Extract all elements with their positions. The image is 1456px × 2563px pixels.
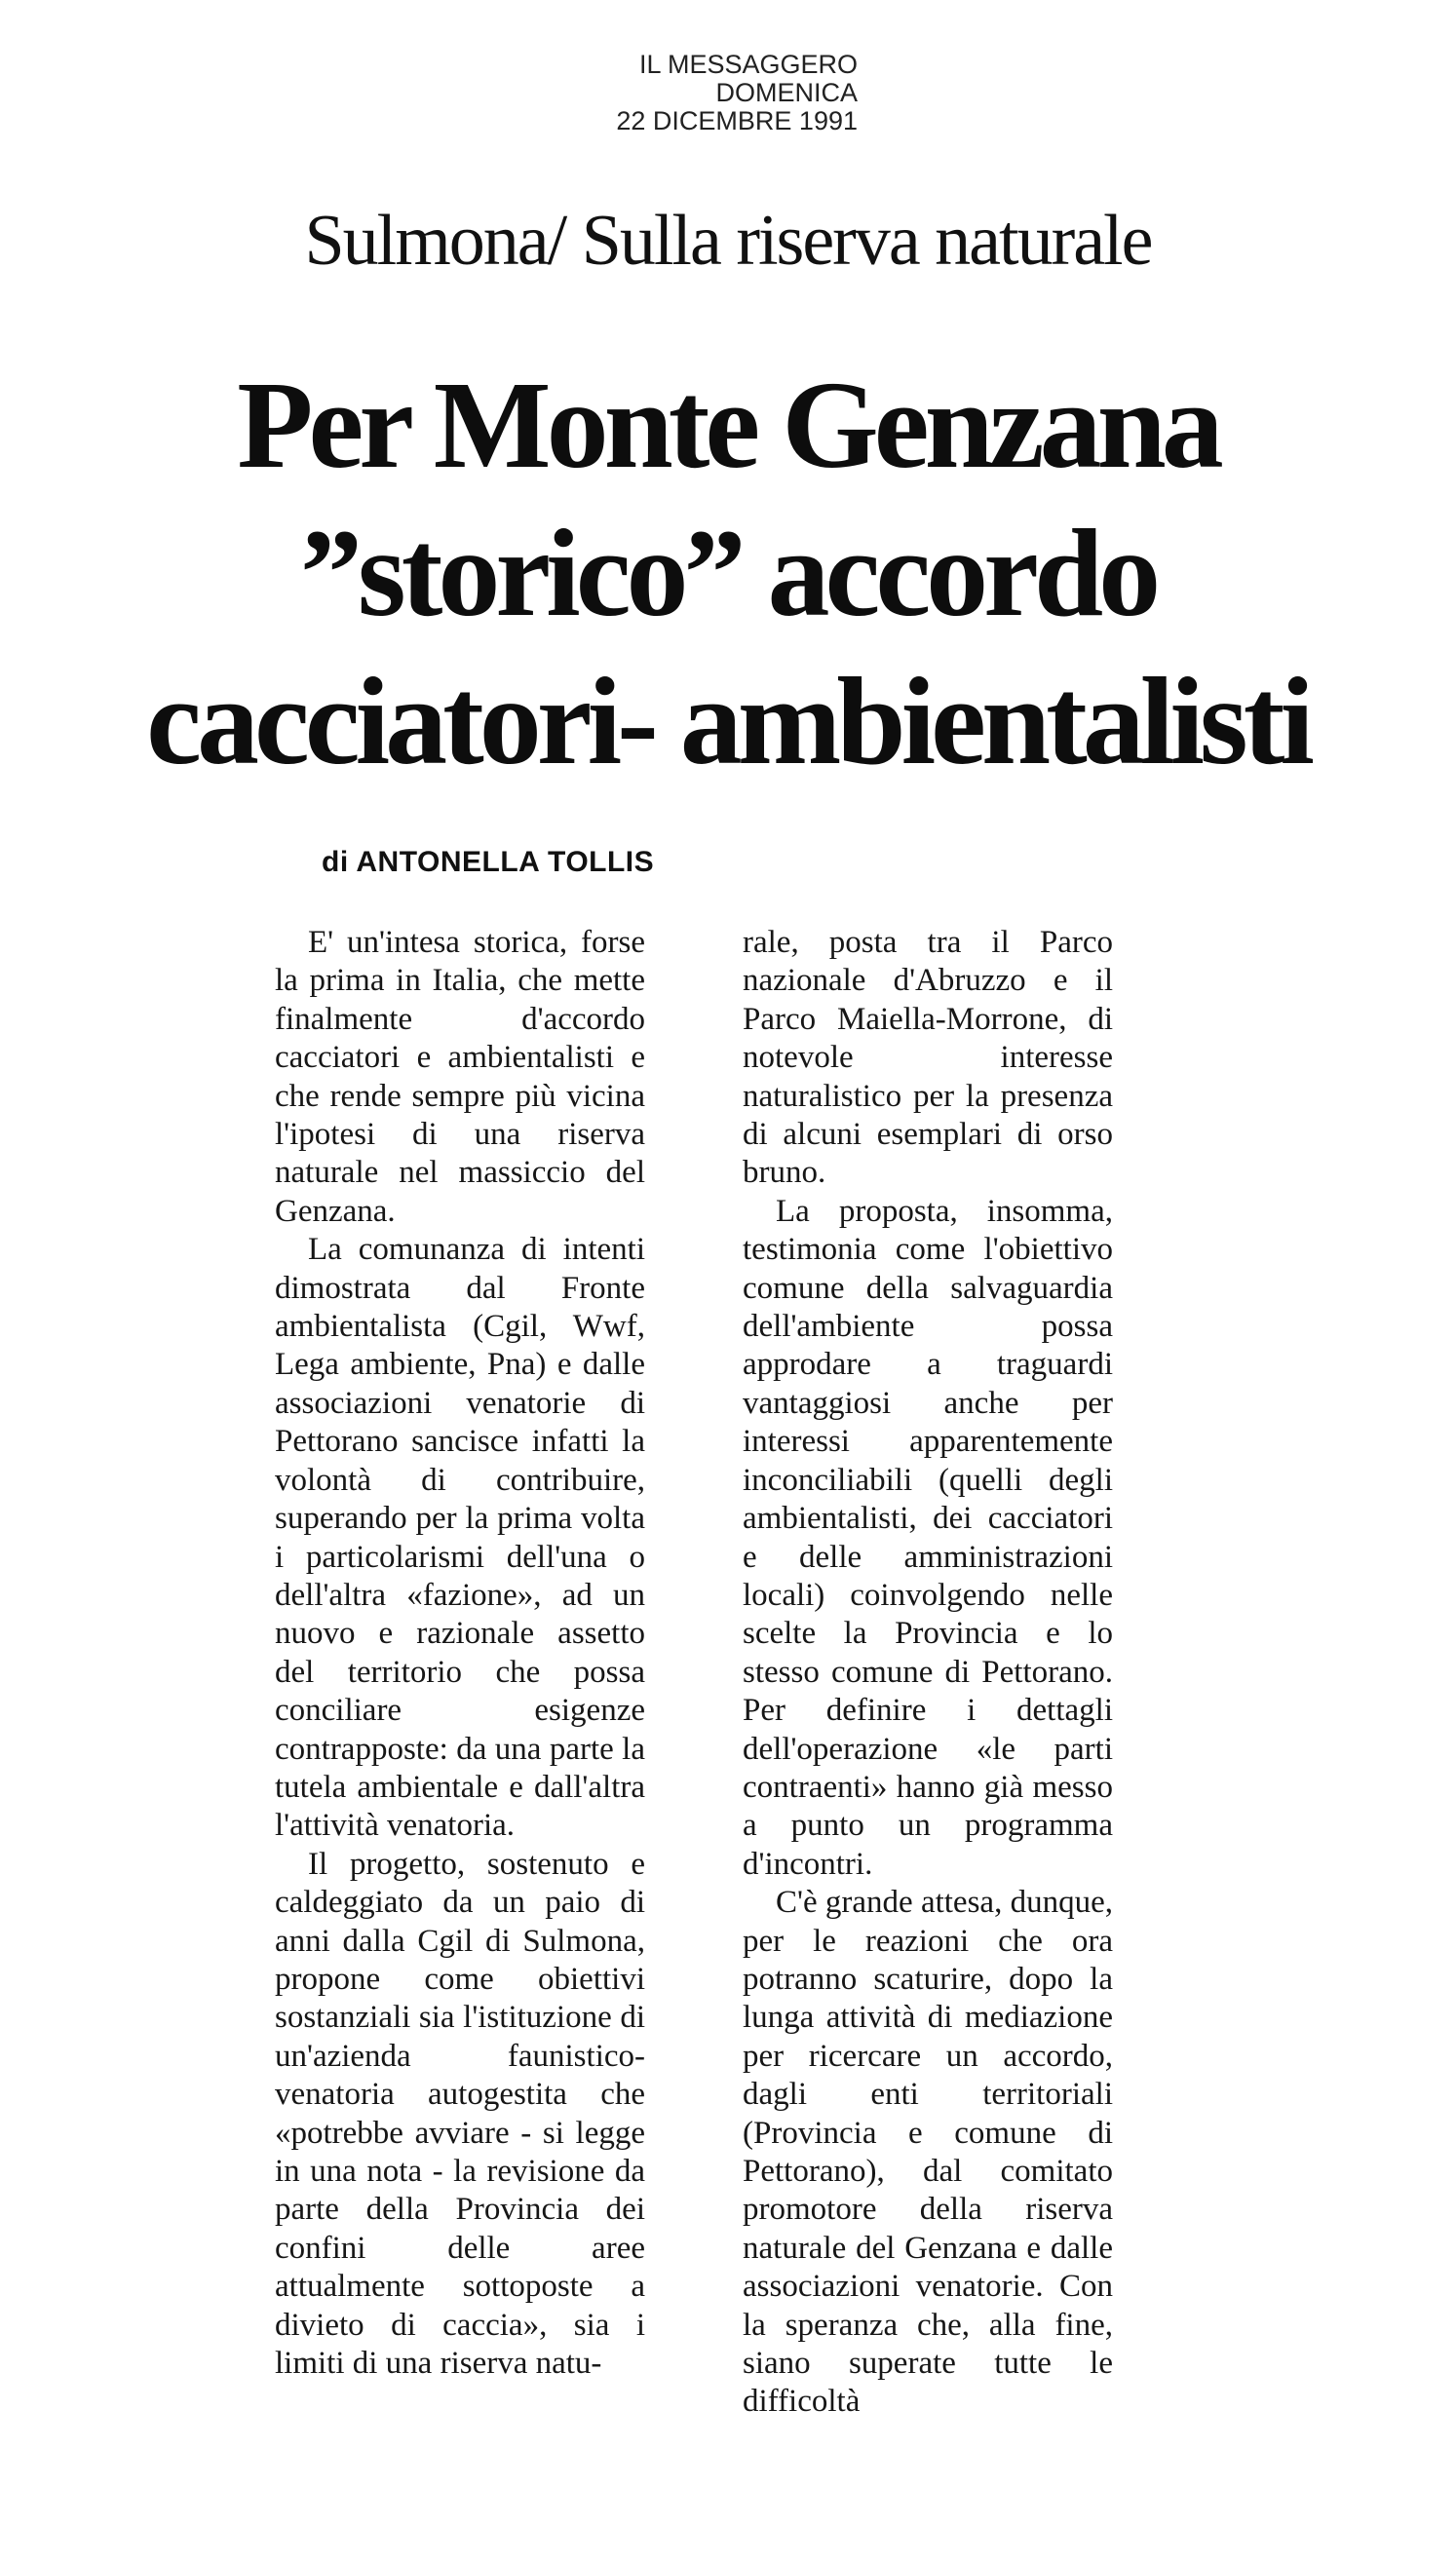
paragraph: Il progetto, sostenuto e caldeggiato da un paio di anni dalla Cgil di Sulmona, propone come obiettivi sostanziali sia l'istituzione di un'azienda faunistico-venatoria autogestita che «potrebbe avviare - si legge in una nota - la revisione da parte della Provincia dei confini delle aree attualmente sottoposte a divieto di caccia», sia i limiti di una riserva natu-	[275, 1846, 645, 2382]
paragraph: E' un'intesa storica, forse la prima in Italia, che mette finalmente d'accordo cacciatori e ambientalisti e che rende sempre più vicina l'ipotesi di una riserva naturale nel massiccio del Genzana.	[275, 925, 645, 1229]
masthead	[468, 51, 858, 135]
headline-line-2: ”storico” accordo	[299, 504, 1157, 642]
headline-line-1: Per Monte Genzana	[237, 356, 1219, 494]
publication-weekday: DOMENICA	[715, 78, 858, 107]
article-byline: di ANTONELLA TOLLIS	[322, 846, 655, 878]
article-kicker: Sulmona/ Sulla riserva naturale	[304, 201, 1152, 281]
headline-line-3: cacciatori- ambientalisti	[146, 652, 1310, 790]
paragraph-continuation: rale, posta tra il Parco nazionale d'Abruzzo e il Parco Maiella-Morrone, di notevole interesse naturalistico per la presenza di alcuni esemplari di orso bruno.	[743, 925, 1113, 1191]
paragraph: La proposta, insomma, testimonia come l'obiettivo comune della salvaguardia dell'ambiente possa approdare a traguardi vantaggiosi anche per interessi apparentemente inconciliabili (quelli degli ambientalisti, dei cacciatori e delle amministrazioni locali) coinvolgendo nelle scelte la Provincia e lo stesso comune di Pettorano. Per definire i dettagli dell'operazione «le parti contraenti» hanno già messo a punto un programma d'incontri.	[743, 1193, 1113, 1882]
article-headline	[29, 351, 1427, 795]
paragraph: C'è grande attesa, dunque, per le reazioni che ora potranno scaturire, dopo la lunga attività di mediazione per ricercare un accordo, dagli enti territoriali (Provincia e comune di Pettorano), dal comitato promotore della riserva naturale del Genzana e dalle associazioni venatorie. Con la speranza che, alla fine, siano superate tutte le difficoltà	[743, 1885, 1113, 2420]
paragraph: La comunanza di intenti dimostrata dal Fronte ambientalista (Cgil, Wwf, Lega ambiente, Pna) e dalle associazioni venatorie di Pettorano sancisce infatti la volontà di contribuire, superando per la prima volta i particolarismi dell'una o dell'altra «fazione», ad un nuovo e razionale assetto del territorio che possa conciliare esigenze contrapposte: da una parte la tutela ambientale e dall'altra l'attività venatoria.	[275, 1232, 645, 1844]
column-divider	[723, 926, 724, 2505]
publication-date: 22 DICEMBRE 1991	[616, 106, 858, 135]
left-column	[275, 924, 645, 2383]
right-column	[743, 924, 1113, 2422]
newspaper-name: IL MESSAGGERO	[638, 50, 858, 79]
